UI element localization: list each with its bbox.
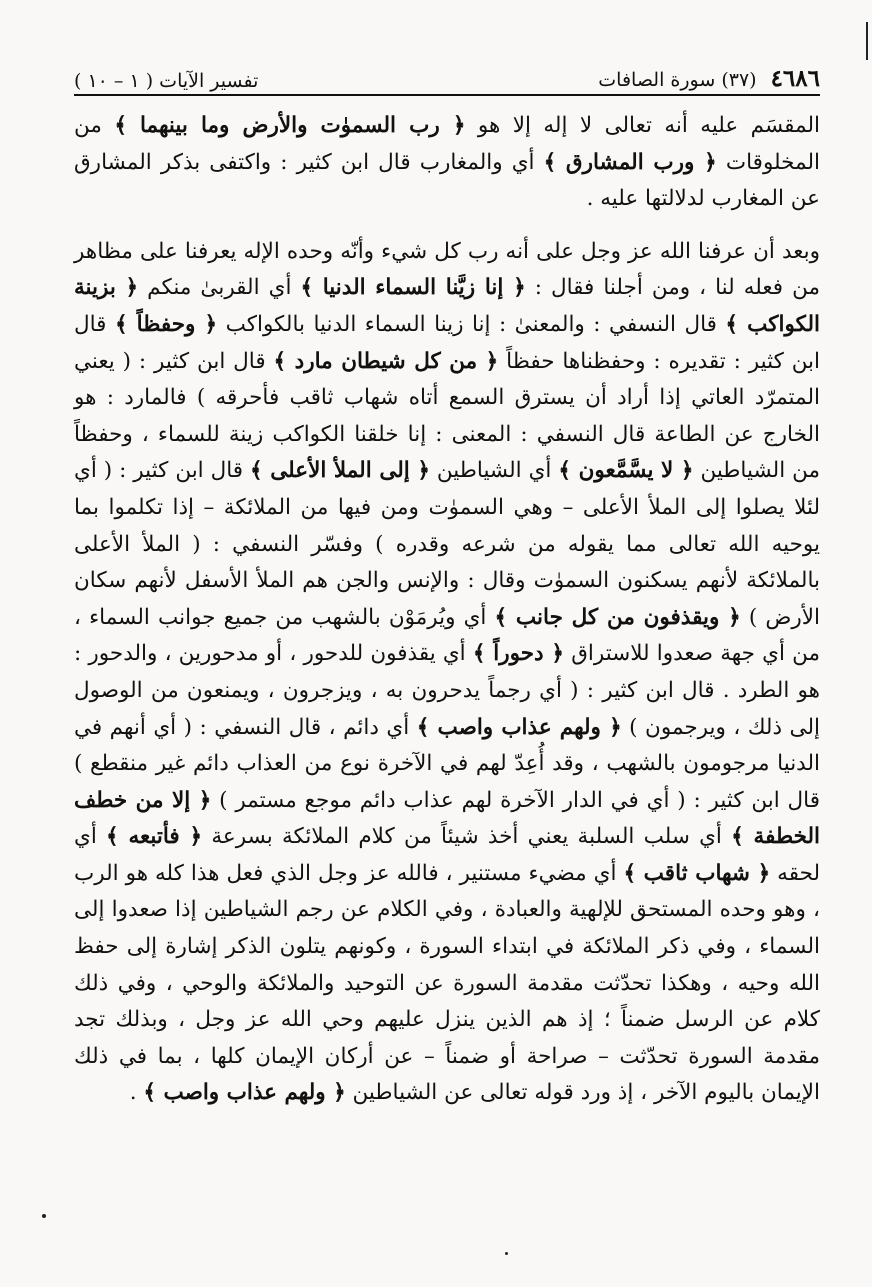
quran-quote: ﴿ دحوراً ﴾ bbox=[472, 641, 565, 667]
running-header bbox=[74, 52, 820, 92]
quran-quote: ﴿ فأتبعه ﴾ bbox=[106, 824, 203, 850]
quran-quote: ﴿ شهاب ثاقب ﴾ bbox=[623, 860, 771, 886]
quran-quote: ﴿ من كل شيطان مارد ﴾ bbox=[273, 348, 499, 374]
quran-quote: ﴿ وحفظاً ﴾ bbox=[114, 311, 218, 337]
body-text bbox=[74, 108, 820, 1112]
surah-title: (٣٧) سورة الصافات bbox=[598, 69, 757, 91]
speck-mark bbox=[505, 1252, 508, 1255]
header-right bbox=[598, 65, 820, 92]
page-edge-mark bbox=[866, 22, 868, 60]
quran-quote: ﴿ إنا زيَّنا السماء الدنيا ﴾ bbox=[300, 275, 526, 301]
quran-quote: ﴿ رب السموٰت والأرض وما بينهما ﴾ bbox=[114, 113, 466, 138]
speck-mark bbox=[42, 1214, 46, 1218]
header-rule bbox=[74, 94, 820, 96]
quran-quote: ﴿ لا يسَّمَّعون ﴾ bbox=[558, 458, 694, 484]
quran-quote: ﴿ إلا من خطف الخطفة ﴾ bbox=[74, 787, 820, 850]
paragraph: المقسَم عليه أنه تعالى لا إله إلا هو ﴿ رب السموٰت والأرض وما بينهما ﴾ من المخلوقات ﴿ ورب المشارق ﴾ أي والمغارب قال ابن كثير : واكتفى بذكر المشارق عن المغارب لدلالتها عليه . bbox=[74, 113, 821, 212]
paragraph: وبعد أن عرفنا الله عز وجل على أنه رب كل شيء وأنّه وحده الإله يعرفنا على مظاهر من فعله لنا ، ومن أجلنا فقال : ﴿ إنا زيَّنا السماء الدنيا ﴾ أي القربىٰ منكم ﴿ بزينة الكواكب ﴾ قال النسفي : والمعنىٰ : إنا زينا السماء الدنيا بالكواكب ﴿ وحفظاً ﴾ قال ابن كثير : تقديره : وحفظناها حفظاً ﴿ من كل شيطان مارد ﴾ قال ابن كثير : ( يعني المتمرّد العاتي إذا أراد أن يسترق السمع أتاه شهاب ثاقب فأحرقه ) فالمارد : هو الخارج عن الطاعة قال النسفي : المعنى : إنا خلقنا الكواكب زينة للسماء ، وحفظاً من الشياطين ﴿ لا يسَّمَّعون ﴾ أي الشياطين ﴿ إلى الملأ الأعلى ﴾ قال ابن كثير : ( أي لئلا يصلوا إلى الملأ الأعلى – وهي السموٰت ومن فيها من الملائكة – إذا تكلموا بما يوحيه الله تعالى مما يقوله من شرعه وقدره ) وفسّر النسفي : ( الملأ الأعلى بالملائكة لأنهم يسكنون السموٰت وقال : والإنس والجن هم الملأ الأسفل لأنهم سكان الأرض ) ﴿ ويقذفون من كل جانب ﴾ أي ويُرمَوْن بالشهب من جميع جوانب السماء ، من أي جهة صعدوا للاستراق ﴿ دحوراً ﴾ أي يقذفون للدحور ، أو مدحورين ، والدحور : هو الطرد . قال ابن كثير : ( أي رجماً يدحرون به ، ويزجرون ، ويمنعون من الوصول إلى ذلك ، ويرجمون ) ﴿ ولهم عذاب واصب ﴾ أي دائم ، قال النسفي : ( أي أنهم في الدنيا مرجومون بالشهب ، وقد أُعِدّ لهم في الآخرة نوع من العذاب دائم غير منقطع ) قال ابن كثير : ( أي في الدار الآخرة لهم عذاب دائم موجع مستمر ) ﴿ إلا من خطف الخطفة ﴾ أي سلب السلبة يعني أخذ شيئاً من كلام الملائكة بسرعة ﴿ فأتبعه ﴾ أي لحقه ﴿ شهاب ثاقب ﴾ أي مضيء مستنير ، فالله عز وجل الذي فعل هذا كله هو الرب ، وهو وحده المستحق للإلهية والعبادة ، وفي الكلام عن رجم الشياطين إذا صعدوا إلى السماء ، وفي ذكر الملائكة في ابتداء السورة ، وكونهم يتلون الذكر إشارة إلى حفظ الله وحيه ، وهكذا تحدّثت مقدمة السورة عن التوحيد والملائكة والوحي ، وفي ذلك كلام عن الرسل ضمناً ؛ إذ هم الذين ينزل عليهم وحي الله عز وجل ، وبذلك تجد مقدمة السورة تحدّثت – صراحة أو ضمناً – عن أركان الإيمان كلها ، بما في ذلك الإيمان باليوم الآخر ، إذ ورد قوله تعالى عن الشياطين ﴿ ولهم عذاب واصب ﴾ . bbox=[74, 238, 821, 1106]
section-title: تفسير الآيات ( ١ – ١٠ ) bbox=[74, 70, 259, 92]
quran-quote: ﴿ ولهم عذاب واصب ﴾ bbox=[143, 1080, 346, 1106]
page-number: ٤٦٨٦ bbox=[770, 65, 820, 92]
quran-quote: ﴿ بزينة الكواكب ﴾ bbox=[74, 275, 820, 337]
quran-quote: ﴿ إلى الملأ الأعلى ﴾ bbox=[250, 458, 430, 484]
quran-quote: ﴿ ورب المشارق ﴾ bbox=[543, 149, 717, 175]
quran-quote: ﴿ ويقذفون من كل جانب ﴾ bbox=[494, 604, 741, 630]
quran-quote: ﴿ ولهم عذاب واصب ﴾ bbox=[416, 714, 622, 740]
